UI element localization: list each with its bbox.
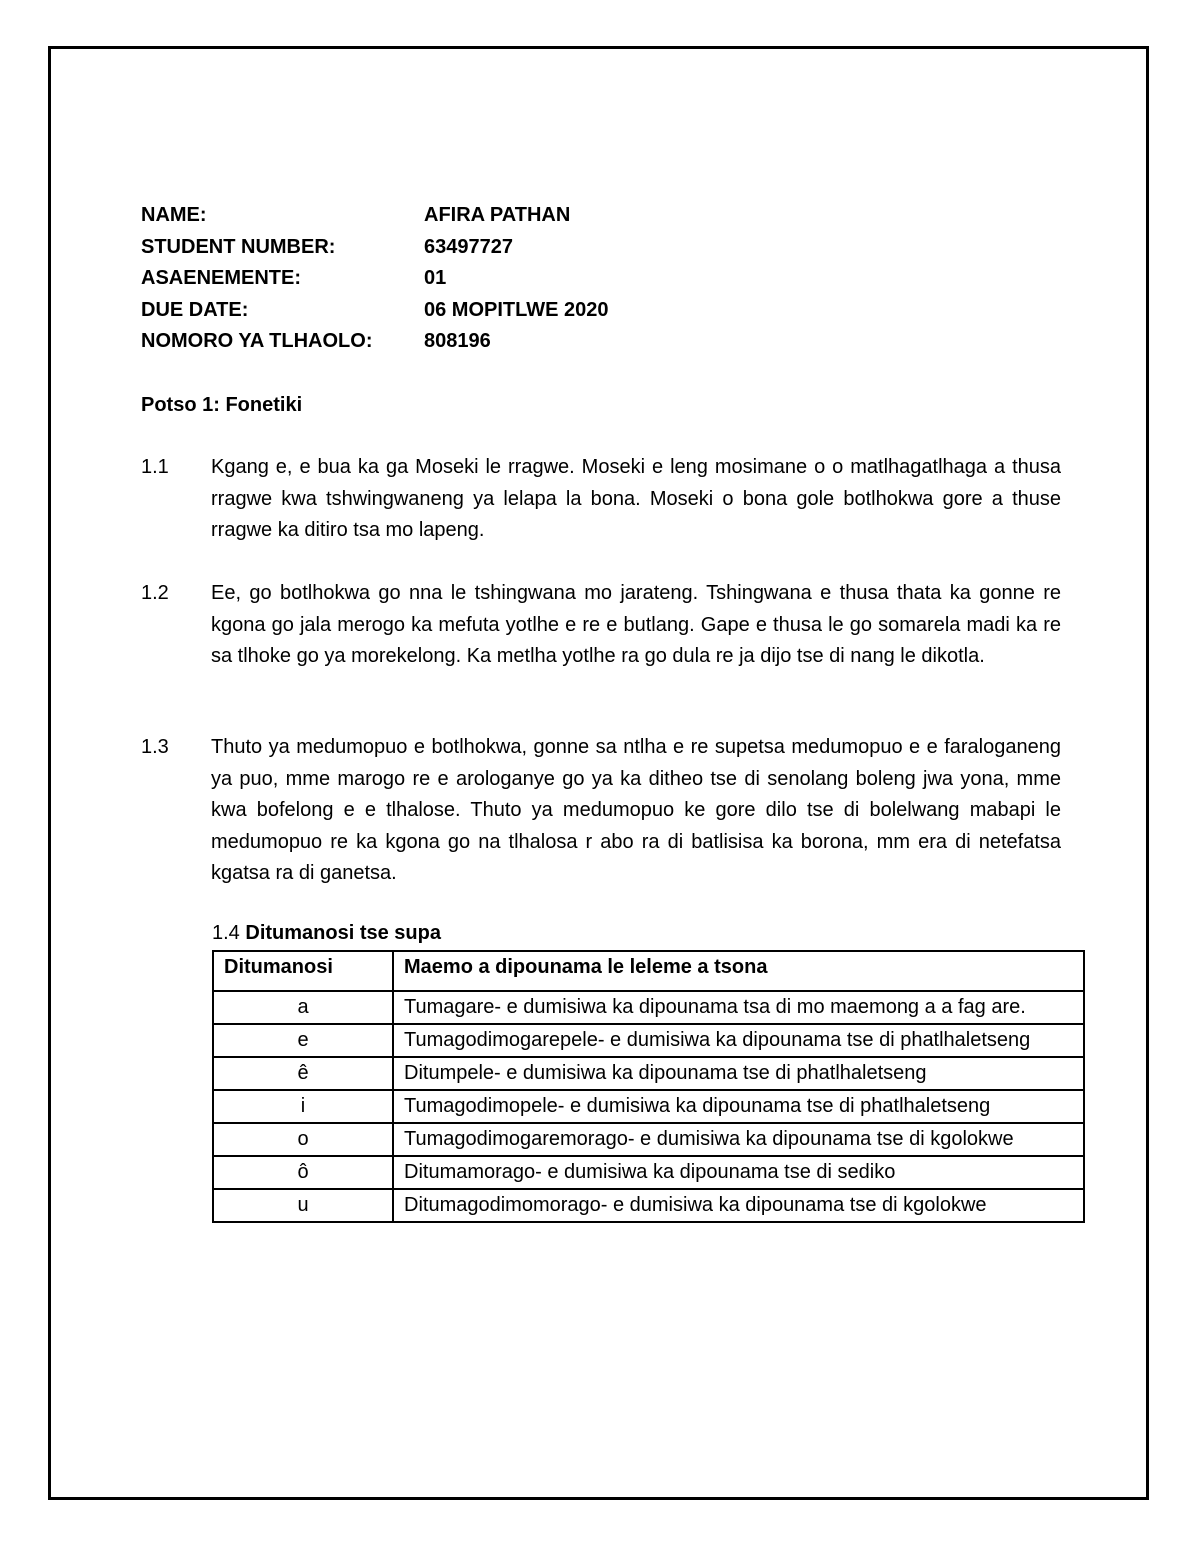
table-row <box>213 1024 1084 1057</box>
question-item <box>141 452 1061 547</box>
vowel-symbol: ê <box>213 1057 393 1090</box>
table-row <box>213 1090 1084 1123</box>
unique-number-label: NOMORO YA TLHAOLO: <box>141 330 373 352</box>
question-item <box>141 732 1061 890</box>
vowel-symbol: e <box>213 1024 393 1057</box>
unique-number-row <box>141 326 609 358</box>
due-date-row <box>141 295 609 327</box>
question-number: 1.3 <box>141 736 169 758</box>
column-header-position: Maemo a dipounama le leleme a tsona <box>393 951 1084 991</box>
vowel-symbol: u <box>213 1189 393 1222</box>
student-number-value: 63497727 <box>424 235 513 258</box>
vowel-description: Ditumpele- e dumisiwa ka dipounama tse di phatlhaletseng <box>393 1057 1084 1090</box>
table-row <box>213 991 1084 1024</box>
student-number-label: STUDENT NUMBER: <box>141 235 336 258</box>
question-number: 1.2 <box>141 582 169 604</box>
student-number-row <box>141 232 609 264</box>
question-answer-text: Ee, go botlhokwa go nna le tshingwana mo jarateng. Tshingwana e thusa thata ka gonne re kgona go jala merogo ka mefuta yotlhe e re e butlang. Gape e thusa le go somarela madi ka re sa tlhoke go ya morekelong. Ka metlha yotlhe ra go dula re ja dijo tse di nang le dikotla. <box>211 582 1061 667</box>
name-row <box>141 200 609 232</box>
vowel-description: Tumagodimogarepele- e dumisiwa ka dipounama tse di phatlhaletseng <box>393 1024 1084 1057</box>
assignment-value: 01 <box>424 267 447 289</box>
vowel-description: Tumagodimopele- e dumisiwa ka dipounama tse di phatlhaletseng <box>393 1090 1084 1123</box>
column-header-vowels: Ditumanosi <box>213 951 393 991</box>
question-answer-text: Kgang e, e bua ka ga Moseki le rragwe. Moseki e leng mosimane o o matlhagatlhaga a thusa rragwe kwa tshwingwaneng ya lelapa la bona. Moseki o bona gole botlhokwa gore a thuse rragwe ka ditiro tsa mo lapeng. <box>211 456 1061 541</box>
name-label: NAME: <box>141 204 207 226</box>
vowel-symbol: o <box>213 1123 393 1156</box>
question-item <box>141 578 1061 673</box>
student-info-block <box>141 200 609 358</box>
vowel-symbol: a <box>213 991 393 1024</box>
vowels-table <box>212 950 1085 1223</box>
section-heading: Potso 1: Fonetiki <box>141 394 303 416</box>
vowel-description: Tumagodimogaremorago- e dumisiwa ka dipounama tse di kgolokwe <box>393 1123 1084 1156</box>
table-row <box>213 1156 1084 1189</box>
table-header-row <box>213 951 1084 991</box>
assignment-label: ASAENEMENTE: <box>141 267 302 289</box>
unique-number-value: 808196 <box>424 330 491 352</box>
vowel-symbol: i <box>213 1090 393 1123</box>
table-caption-number: 1.4 <box>212 922 240 944</box>
table-row <box>213 1123 1084 1156</box>
question-answer-text: Thuto ya medumopuo e botlhokwa, gonne sa ntlha e re supetsa medumopuo e e faraloganeng ya puo, mme marogo re e arologanye go ya ka ditheo tse di senolang boleng jwa yona, mme kwa bofelong e e tlhalose. Thuto ya medumopuo ke gore dilo tse di bolelwang mabapi le medumopuo re ka kgona go na tlhalosa r abo ra di batlisisa ka borona, mm era di netefatsa kgatsa ra di ganetsa. <box>211 736 1061 884</box>
vowel-description: Tumagare- e dumisiwa ka dipounama tsa di mo maemong a a fag are. <box>393 991 1084 1024</box>
question-number: 1.1 <box>141 456 169 478</box>
due-date-label: DUE DATE: <box>141 298 249 321</box>
due-date-value: 06 MOPITLWE 2020 <box>424 298 609 321</box>
vowel-symbol: ô <box>213 1156 393 1189</box>
assignment-row <box>141 263 609 295</box>
table-caption <box>212 918 441 949</box>
vowel-description: Ditumamorago- e dumisiwa ka dipounama tse di sediko <box>393 1156 1084 1189</box>
table-caption-title: Ditumanosi tse supa <box>245 922 441 944</box>
vowel-description: Ditumagodimomorago- e dumisiwa ka dipounama tse di kgolokwe <box>393 1189 1084 1222</box>
name-value: AFIRA PATHAN <box>424 204 571 226</box>
table-row <box>213 1189 1084 1222</box>
table-row <box>213 1057 1084 1090</box>
